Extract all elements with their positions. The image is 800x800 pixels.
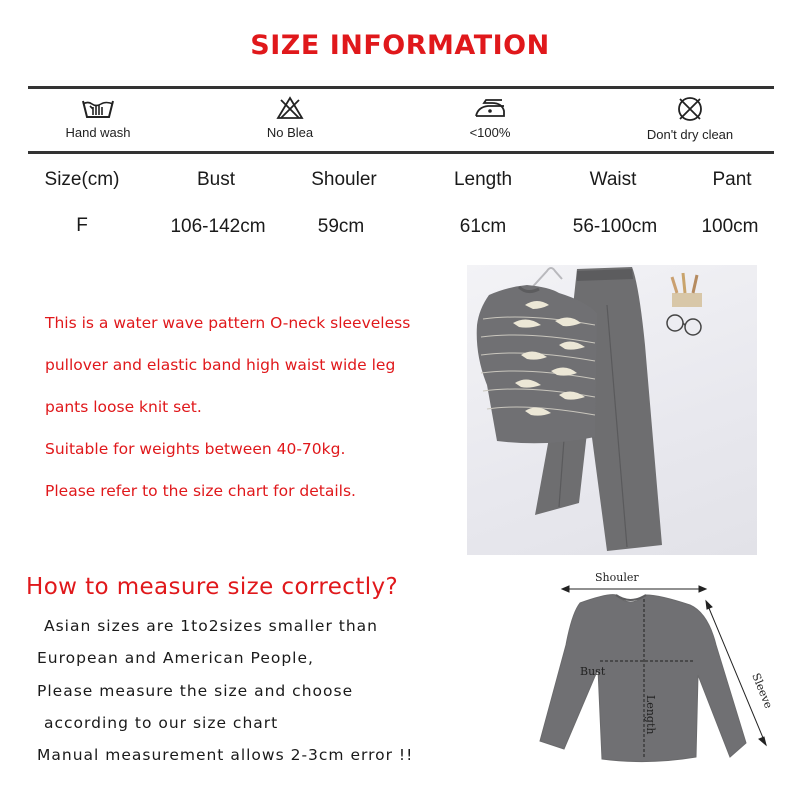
divider-middle	[28, 151, 774, 154]
table-cell-shoulder: 59cm	[317, 216, 365, 237]
shoulder-arrow	[562, 586, 706, 592]
description-line: Suitable for weights between 40-70kg.	[45, 440, 346, 458]
table-cell-bust: 106-142cm	[170, 216, 266, 237]
description-line: pullover and elastic band high waist wide leg	[45, 356, 396, 374]
instruction-line: Manual measurement allows 2-3cm error !!	[37, 746, 414, 764]
table-cell-pant: 100cm	[701, 216, 759, 237]
bust-label: Bust	[580, 665, 606, 678]
care-iron	[410, 95, 570, 140]
table-cell-size: F	[76, 215, 88, 236]
instruction-line: according to our size chart	[44, 714, 279, 732]
instruction-line: Please measure the size and choose	[37, 682, 354, 700]
sleeve-label: Sleeve	[749, 671, 776, 711]
table-header-pant: Pant	[712, 169, 752, 190]
care-label-hand-wash: Hand wash	[65, 125, 131, 140]
shoulder-label: Shouler	[595, 571, 639, 584]
page-title: SIZE INFORMATION	[250, 30, 550, 61]
care-hand-wash	[18, 95, 178, 140]
care-no-dry-clean	[610, 95, 770, 142]
no-bleach-icon	[275, 95, 305, 121]
decor-glasses	[667, 315, 701, 335]
length-label: Length	[644, 695, 657, 735]
care-label-no-bleach: No Blea	[266, 125, 314, 140]
divider-top	[28, 86, 774, 89]
knit-set-illustration	[467, 265, 757, 555]
table-cell-waist: 56-100cm	[572, 216, 658, 237]
description-line: Please refer to the size chart for details.	[45, 482, 356, 500]
table-cell-length: 61cm	[459, 216, 507, 237]
table-header-shoulder: Shouler	[311, 169, 377, 190]
instruction-line: Asian sizes are 1to2sizes smaller than	[44, 617, 378, 635]
table-header-bust: Bust	[196, 169, 236, 190]
instruction-line: European and American People,	[37, 649, 314, 667]
product-photo	[467, 265, 757, 555]
care-label-iron: <100%	[469, 125, 511, 140]
sweater-outline	[540, 595, 746, 762]
measurement-diagram	[520, 565, 780, 790]
table-header-waist: Waist	[589, 169, 637, 190]
decor-pencils	[672, 273, 702, 307]
care-label-no-dry-clean: Don't dry clean	[646, 127, 734, 142]
how-to-heading: How to measure size correctly?	[26, 574, 399, 600]
table-header-length: Length	[453, 169, 513, 190]
description-line: pants loose knit set.	[45, 398, 202, 416]
table-header-size: Size(cm)	[44, 169, 120, 190]
iron-icon	[472, 95, 508, 121]
hand-wash-icon	[80, 95, 116, 121]
no-dry-clean-icon	[675, 95, 705, 123]
care-no-bleach	[210, 95, 370, 140]
description-line: This is a water wave pattern O-neck sleeveless	[45, 314, 411, 332]
